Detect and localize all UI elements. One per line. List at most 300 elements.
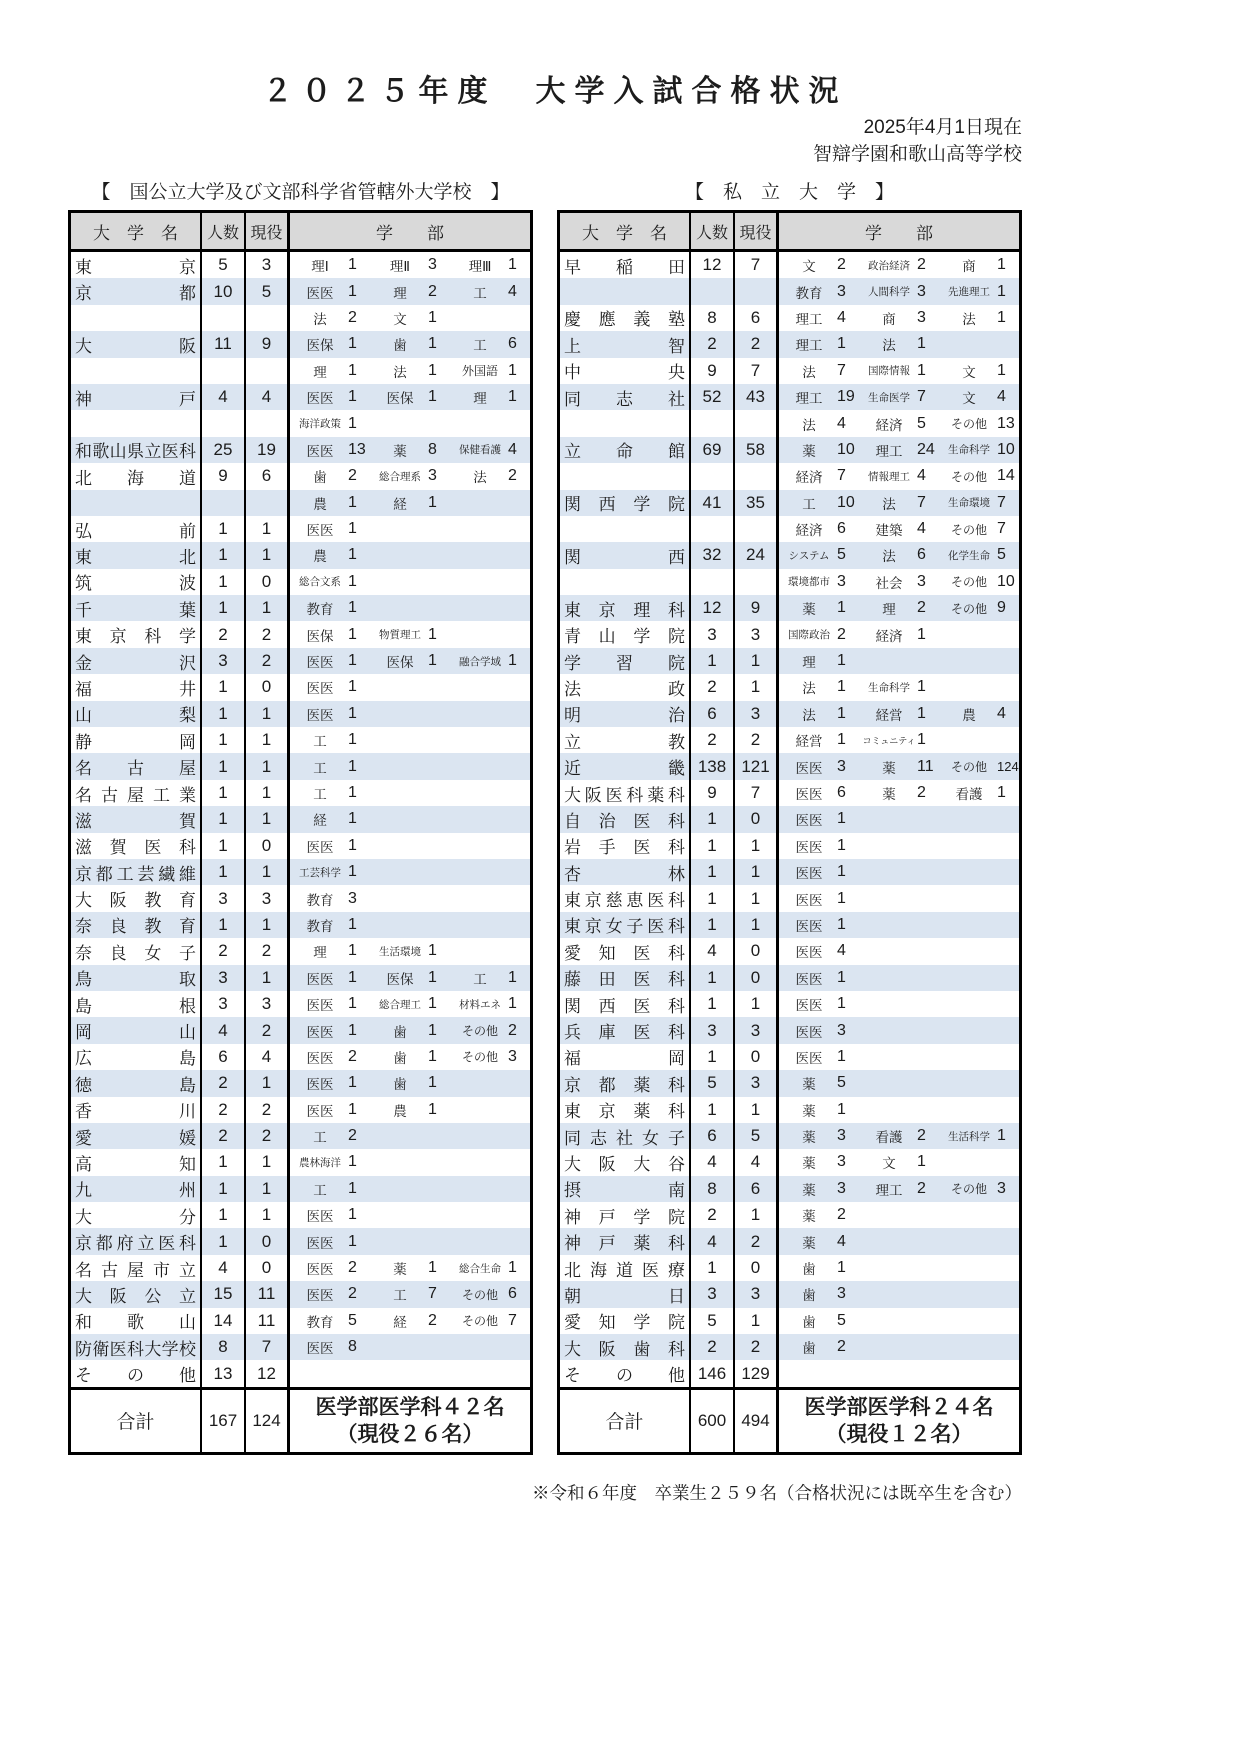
university-name-char: 立 <box>564 732 581 752</box>
university-name-char: 薬 <box>633 1234 651 1254</box>
faculty-label: 法 <box>313 311 327 327</box>
faculty-count: 2 <box>348 1127 357 1145</box>
faculty-count: 2 <box>348 1285 357 1303</box>
university-name-cell <box>71 1255 202 1281</box>
faculty-cell <box>779 912 1019 938</box>
faculty-pair <box>372 1311 452 1331</box>
faculty-pair <box>372 361 452 381</box>
university-name-char: 医 <box>158 1234 176 1254</box>
faculty-count: 2 <box>508 1021 517 1039</box>
count-cell: 9 <box>202 463 246 489</box>
table-row <box>560 727 1019 753</box>
private-table <box>557 210 1022 1455</box>
table-row <box>560 1334 1019 1360</box>
faculty-pair <box>861 493 941 513</box>
table-row <box>560 938 1019 964</box>
faculty-pair <box>372 995 452 1013</box>
university-name-cell <box>71 1202 202 1228</box>
faculty-count: 1 <box>508 652 517 670</box>
table-row <box>560 252 1019 278</box>
university-name-char: 学 <box>564 653 581 673</box>
count-cell: 1 <box>202 569 246 595</box>
faculty-count: 4 <box>508 440 517 458</box>
university-name-char: 分 <box>179 1207 196 1227</box>
university-name-cell <box>560 1176 691 1202</box>
faculty-label: 医医 <box>306 998 334 1014</box>
university-name-char: 子 <box>626 917 644 937</box>
faculty-count: 3 <box>917 572 926 590</box>
university-name-cell <box>71 384 202 410</box>
university-name-cell <box>71 437 202 463</box>
faculty-cell <box>290 701 530 727</box>
count-cell <box>202 490 246 516</box>
faculty-count: 1 <box>348 863 357 881</box>
faculty-count: 2 <box>837 256 846 274</box>
faculty-count: 1 <box>348 493 357 511</box>
faculty-cell <box>779 305 1019 331</box>
university-name-char: 阪 <box>584 785 602 805</box>
faculty-label: 経 <box>313 813 327 829</box>
university-name-char: 院 <box>667 1313 685 1333</box>
table-row <box>560 780 1019 806</box>
university-name-char: 智 <box>668 336 685 356</box>
table-row <box>71 727 530 753</box>
university-name-char: 恵 <box>626 891 644 911</box>
table-row <box>560 1017 1019 1043</box>
faculty-label: 工 <box>393 1288 407 1304</box>
university-name-char: 医 <box>109 1339 127 1359</box>
faculty-count: 2 <box>837 625 846 643</box>
university-name-char: 井 <box>179 679 196 699</box>
faculty-pair <box>781 440 861 460</box>
faculty-pair <box>781 282 861 302</box>
faculty-label: 医医 <box>795 1050 823 1066</box>
table-row <box>71 331 530 357</box>
university-name-char: 古 <box>101 1260 118 1280</box>
university-name-char: 北 <box>564 1260 581 1280</box>
university-name-char: 林 <box>668 864 685 884</box>
current-cell: 35 <box>735 490 779 516</box>
table-row <box>560 621 1019 647</box>
faculty-pair <box>861 1126 941 1146</box>
faculty-label: その他 <box>461 1050 498 1065</box>
faculty-label: 医医 <box>795 839 823 855</box>
faculty-pair <box>292 598 372 618</box>
faculty-label: 経営 <box>795 734 823 750</box>
table-row <box>71 753 530 779</box>
university-name-char: 学 <box>633 495 651 515</box>
faculty-label: 医医 <box>306 839 334 855</box>
faculty-pair <box>941 283 1021 301</box>
university-name-char: 南 <box>668 1181 685 1201</box>
count-cell: 2 <box>202 1097 246 1123</box>
faculty-count: 5 <box>837 1311 846 1329</box>
count-cell <box>202 358 246 384</box>
faculty-pair <box>372 467 452 485</box>
faculty-count: 3 <box>837 1179 846 1197</box>
current-cell: 3 <box>735 621 779 647</box>
faculty-cell <box>779 437 1019 463</box>
faculty-count: 7 <box>997 520 1006 538</box>
university-name-char: 立 <box>144 442 162 462</box>
university-name-char: 教 <box>668 732 685 752</box>
university-name-cell <box>560 384 691 410</box>
faculty-label: その他 <box>950 760 987 775</box>
current-cell: 2 <box>246 648 290 674</box>
faculty-label: 薬 <box>882 760 896 776</box>
university-name-char: 鳥 <box>75 970 92 990</box>
faculty-label: 工 <box>313 787 327 802</box>
faculty-count: 6 <box>508 335 517 353</box>
faculty-pair <box>861 625 941 645</box>
university-name-char: 大 <box>75 891 92 911</box>
faculty-cell <box>779 833 1019 859</box>
university-name-cell <box>71 252 202 278</box>
university-name-char: 大 <box>564 1154 581 1174</box>
university-name-char: 医 <box>633 943 651 963</box>
count-cell: 1 <box>691 648 735 674</box>
count-cell <box>691 278 735 304</box>
faculty-label: 教育 <box>306 602 334 618</box>
faculty-cell <box>290 358 530 384</box>
university-name-cell <box>560 1044 691 1070</box>
university-name-cell <box>560 885 691 911</box>
current-cell: 1 <box>246 516 290 542</box>
faculty-label: 文 <box>882 1156 896 1172</box>
university-name-char: 九 <box>75 1181 92 1201</box>
faculty-label: 医医 <box>306 1050 334 1066</box>
faculty-count: 7 <box>917 493 926 511</box>
university-name-char: 工 <box>153 785 170 805</box>
count-cell <box>691 516 735 542</box>
current-cell <box>735 463 779 489</box>
university-name-char: 福 <box>564 1049 581 1069</box>
current-cell: 0 <box>735 1255 779 1281</box>
faculty-count: 2 <box>348 467 357 485</box>
faculty-label: 医医 <box>795 892 823 908</box>
faculty-label: 法 <box>393 364 407 380</box>
faculty-pair <box>781 730 861 750</box>
faculty-cell <box>290 833 530 859</box>
faculty-cell <box>290 1070 530 1096</box>
faculty-count: 10 <box>997 440 1015 458</box>
faculty-label: 薬 <box>802 1077 816 1093</box>
faculty-pair <box>372 1258 452 1278</box>
faculty-cell <box>290 490 530 516</box>
faculty-label: 農 <box>313 496 327 512</box>
university-name-char: 摂 <box>564 1181 581 1201</box>
faculty-label: 理Ⅲ <box>468 259 492 275</box>
current-cell: 1 <box>246 595 290 621</box>
current-cell <box>246 410 290 436</box>
count-cell: 146 <box>691 1360 735 1386</box>
university-name-char: 取 <box>179 970 196 990</box>
table-row <box>560 384 1019 410</box>
faculty-count: 1 <box>348 784 357 801</box>
faculty-pair <box>292 704 372 724</box>
current-cell: 3 <box>246 991 290 1017</box>
faculty-label: その他 <box>950 575 987 590</box>
faculty-pair <box>292 519 372 539</box>
faculty-pair <box>861 414 941 434</box>
table-header-row <box>71 213 530 252</box>
university-name-cell <box>71 912 202 938</box>
faculty-cell <box>779 991 1019 1017</box>
count-cell: 8 <box>691 1176 735 1202</box>
faculty-label: 工 <box>313 760 327 776</box>
current-cell <box>735 278 779 304</box>
faculty-cell <box>290 727 530 753</box>
count-cell: 9 <box>691 780 735 806</box>
faculty-pair <box>452 1259 532 1277</box>
current-cell: 1 <box>735 833 779 859</box>
faculty-pair <box>452 995 532 1013</box>
table-row <box>560 885 1019 911</box>
faculty-label: 農 <box>393 1103 407 1119</box>
university-name-cell <box>71 1044 202 1070</box>
total-note-line2: （現役２６名） <box>336 1422 484 1446</box>
faculty-cell <box>290 674 530 700</box>
faculty-count: 4 <box>837 942 846 960</box>
faculty-pair <box>861 1152 941 1172</box>
table-body <box>560 252 1019 1387</box>
count-cell: 3 <box>202 885 246 911</box>
university-name-cell <box>71 490 202 516</box>
university-name-cell <box>560 410 691 436</box>
table-row <box>560 1255 1019 1281</box>
faculty-pair <box>292 783 372 803</box>
university-name-char: 政 <box>668 679 685 699</box>
current-cell <box>735 569 779 595</box>
university-name-char: 科 <box>178 1234 196 1254</box>
table-total-row <box>560 1387 1019 1452</box>
university-name-char: 大 <box>144 1339 162 1359</box>
faculty-count: 6 <box>837 520 846 538</box>
current-cell: 4 <box>735 1149 779 1175</box>
faculty-count: 1 <box>917 704 926 722</box>
table-row <box>71 885 530 911</box>
count-cell: 1 <box>691 833 735 859</box>
count-cell: 1 <box>691 1044 735 1070</box>
university-name-cell <box>560 1308 691 1334</box>
header-current: 現役 <box>246 213 290 249</box>
faculty-pair <box>781 493 861 513</box>
university-name-char: 命 <box>616 442 633 462</box>
faculty-count: 1 <box>348 625 357 643</box>
university-name-cell <box>560 991 691 1017</box>
university-name-char: 都 <box>95 864 113 884</box>
university-name-char: 工 <box>116 864 134 884</box>
faculty-label: 情報理工 <box>868 470 910 483</box>
faculty-pair <box>781 546 861 564</box>
university-name-char: 海 <box>127 468 144 488</box>
university-name-char: 科 <box>667 1234 685 1254</box>
current-cell: 19 <box>246 437 290 463</box>
faculty-pair <box>292 440 372 460</box>
university-name-char: 神 <box>564 1234 581 1254</box>
faculty-count: 3 <box>428 256 437 274</box>
faculty-label: 薬 <box>802 1209 816 1225</box>
faculty-label: 融合学域 <box>459 655 501 668</box>
faculty-label: 工 <box>802 496 816 512</box>
caption-national-public: 【 国公立大学及び文部科学省管轄外大学校 】 <box>91 182 510 203</box>
university-name-cell <box>71 701 202 727</box>
faculty-pair <box>861 362 941 380</box>
faculty-cell <box>290 648 530 674</box>
university-name-char: 義 <box>633 310 651 330</box>
faculty-pair <box>941 520 1021 538</box>
table-header-row <box>560 213 1019 252</box>
current-cell: 58 <box>735 437 779 463</box>
faculty-pair <box>781 809 861 829</box>
university-name-char: 館 <box>668 442 685 462</box>
university-name-cell <box>71 410 202 436</box>
faculty-cell <box>290 991 530 1017</box>
university-name-char: 島 <box>179 1049 196 1069</box>
count-cell: 1 <box>202 542 246 568</box>
faculty-label: 医医 <box>306 1235 334 1251</box>
faculty-label: その他 <box>950 417 987 432</box>
university-name-char: 府 <box>116 1234 134 1254</box>
university-name-char: 医 <box>633 996 651 1016</box>
faculty-label: 理工 <box>795 311 823 327</box>
faculty-pair <box>861 440 941 460</box>
count-cell: 2 <box>691 727 735 753</box>
faculty-pair <box>861 678 941 696</box>
faculty-count: 2 <box>348 1259 357 1277</box>
current-cell: 3 <box>735 1017 779 1043</box>
university-name-char: の <box>127 1366 144 1386</box>
table-row <box>560 674 1019 700</box>
faculty-pair <box>861 308 941 328</box>
university-name-cell <box>560 1334 691 1360</box>
university-name-char: 院 <box>667 627 685 647</box>
faculty-count: 1 <box>837 915 846 933</box>
faculty-count: 1 <box>428 388 437 406</box>
faculty-cell <box>779 753 1019 779</box>
faculty-count: 6 <box>917 546 926 564</box>
faculty-label: 薬 <box>882 787 896 802</box>
university-name-char: 阪 <box>179 336 196 356</box>
faculty-pair <box>781 1073 861 1093</box>
faculty-count: 13 <box>348 440 366 458</box>
faculty-pair <box>292 915 372 935</box>
university-name-char: 医 <box>647 891 665 911</box>
university-name-char: 大 <box>564 1339 581 1359</box>
university-name-char: 杏 <box>564 864 581 884</box>
faculty-label: 医医 <box>795 813 823 829</box>
current-cell: 1 <box>735 674 779 700</box>
table-row <box>560 1228 1019 1254</box>
faculty-pair <box>781 889 861 909</box>
current-cell: 6 <box>735 1176 779 1202</box>
university-name-char: 山 <box>109 442 127 462</box>
current-cell: 1 <box>735 991 779 1017</box>
university-name-cell <box>560 1070 691 1096</box>
faculty-cell <box>779 595 1019 621</box>
faculty-label: 歯 <box>313 470 327 486</box>
faculty-pair <box>781 651 861 671</box>
university-name-char: 央 <box>668 363 685 383</box>
faculty-pair <box>781 1047 861 1067</box>
university-name-char: 科 <box>667 891 685 911</box>
total-count: 167 <box>202 1390 246 1452</box>
table-row <box>560 1308 1019 1334</box>
faculty-label: 生命科学 <box>948 444 990 457</box>
faculty-count: 3 <box>837 757 846 775</box>
university-name-char: 島 <box>75 996 92 1016</box>
current-cell: 1 <box>735 912 779 938</box>
table-row <box>71 1281 530 1307</box>
table-row <box>71 833 530 859</box>
university-name-char: 県 <box>126 442 144 462</box>
university-name-char: 兵 <box>564 1023 581 1043</box>
university-name-char: 都 <box>179 284 196 304</box>
university-name-char: 学 <box>161 1339 179 1359</box>
faculty-cell <box>290 885 530 911</box>
university-name-char: 科 <box>667 943 685 963</box>
meta-block <box>813 114 1022 168</box>
total-note-line1: 医学部医学科４２名 <box>315 1395 505 1419</box>
university-name-char: 医 <box>161 442 179 462</box>
table-row <box>71 859 530 885</box>
faculty-label: 経済 <box>875 417 903 433</box>
faculty-pair <box>292 1126 372 1146</box>
university-name-char: 芸 <box>137 864 155 884</box>
faculty-pair <box>941 573 1021 591</box>
faculty-label: その他 <box>461 1314 498 1329</box>
university-name-char: 沢 <box>179 653 196 673</box>
table-row <box>560 542 1019 568</box>
table-row <box>560 648 1019 674</box>
university-name-char: 京 <box>179 257 196 277</box>
current-cell: 0 <box>246 674 290 700</box>
university-name-cell <box>71 753 202 779</box>
faculty-label: その他 <box>950 601 987 616</box>
university-name-char: 衛 <box>92 1339 110 1359</box>
university-name-cell <box>71 674 202 700</box>
university-name-char: 名 <box>75 1260 92 1280</box>
faculty-pair <box>941 704 1021 724</box>
faculty-pair <box>781 968 861 988</box>
faculty-count: 4 <box>917 467 926 485</box>
current-cell: 2 <box>735 331 779 357</box>
faculty-count: 1 <box>508 995 517 1013</box>
university-name-cell <box>71 516 202 542</box>
university-name-char: 科 <box>667 917 685 937</box>
university-name-char: 学 <box>633 1313 651 1333</box>
faculty-label: 医医 <box>306 285 334 301</box>
table-row <box>71 490 530 516</box>
current-cell: 1 <box>735 859 779 885</box>
faculty-count: 1 <box>837 863 846 881</box>
faculty-cell <box>290 938 530 964</box>
current-cell: 0 <box>246 1255 290 1281</box>
university-name-char: 戸 <box>598 1234 616 1254</box>
table-row <box>560 1044 1019 1070</box>
university-name-char: 法 <box>564 679 581 699</box>
faculty-label: 医医 <box>306 1262 334 1278</box>
faculty-label: 法 <box>802 364 816 380</box>
faculty-cell <box>779 1360 1019 1386</box>
university-name-char: 女 <box>642 1128 659 1148</box>
table-row <box>560 305 1019 331</box>
university-name-char: 賀 <box>179 811 196 831</box>
faculty-count: 1 <box>348 546 357 564</box>
faculty-pair <box>861 1179 941 1199</box>
university-name-char: 古 <box>127 759 144 779</box>
faculty-label: 法 <box>802 681 816 697</box>
